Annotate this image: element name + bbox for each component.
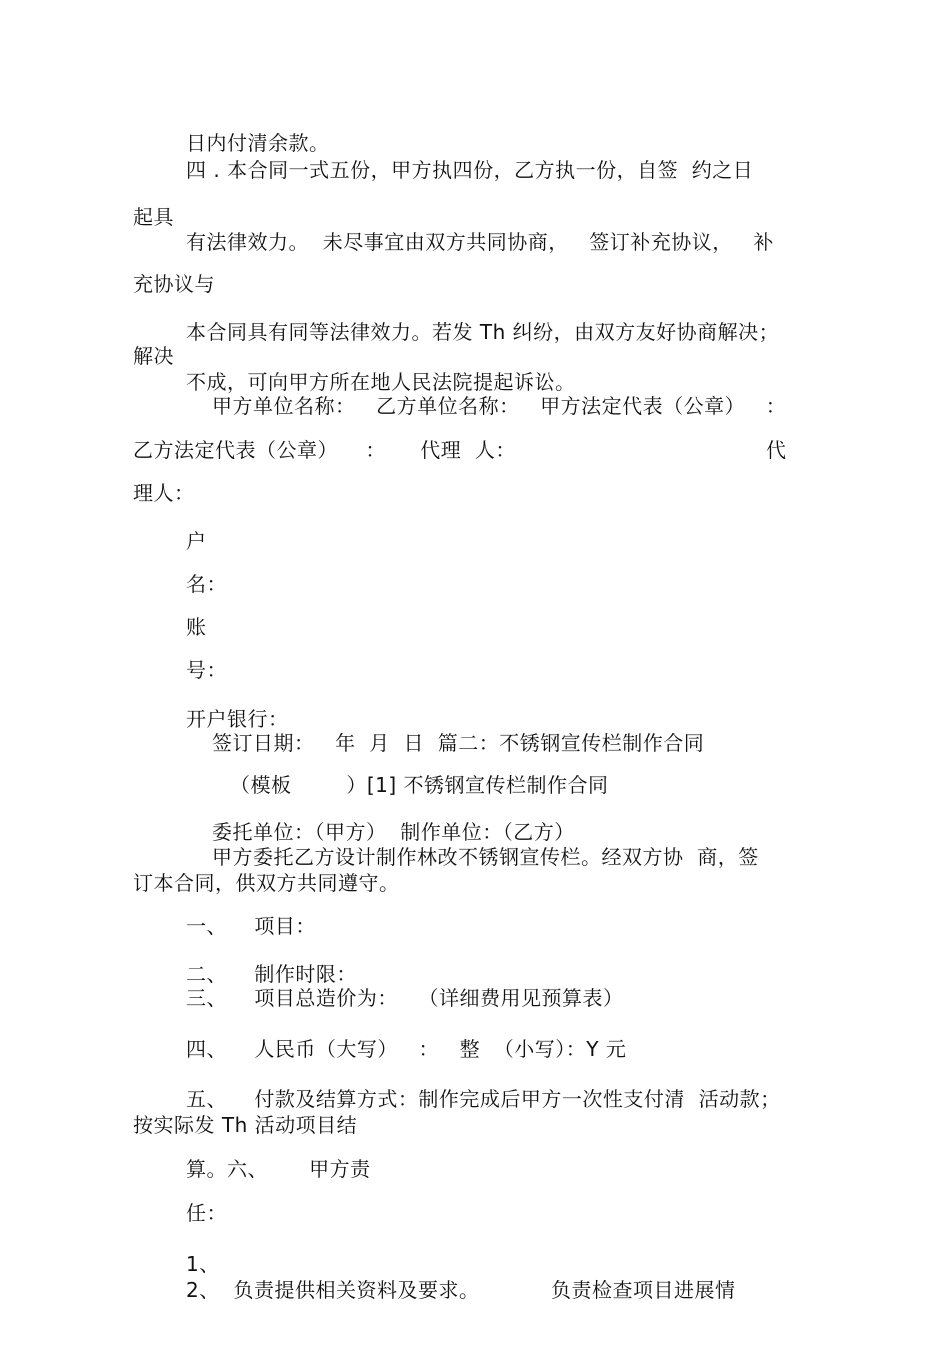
- text-line: 起具: [133, 205, 174, 229]
- text-line: 名：: [186, 572, 227, 596]
- text-line: 解决: [133, 344, 174, 368]
- text-line: 乙方法定代表（公章） ： 代理 人：: [133, 438, 516, 462]
- text-line: 户: [186, 529, 207, 553]
- text-line: 负责检查项目进展情: [551, 1278, 736, 1302]
- text-line: 代: [766, 438, 787, 462]
- text-line: 委托单位：（甲方） 制作单位：（乙方）: [212, 820, 575, 844]
- text-line: 充协议与: [133, 272, 215, 296]
- text-line: 一、 项目：: [186, 914, 316, 938]
- text-line: 甲方委托乙方设计制作林改不锈钢宣传栏。经双方协 商，签: [212, 845, 759, 869]
- text-line: 按实际发 Th 活动项目结: [133, 1113, 358, 1137]
- text-line: 三、 项目总造价为： （详细费用见预算表）: [186, 986, 624, 1010]
- text-line: 签订日期： 年 月 日 篇二：不锈钢宣传栏制作合同: [212, 731, 705, 755]
- text-line: （模板 ）[1] 不锈钢宣传栏制作合同: [230, 773, 609, 797]
- text-line: 甲方单位名称： 乙方单位名称： 甲方法定代表（公章） ：: [212, 394, 787, 418]
- text-line: 四、 人民币（大写） ： 整 （小写）：Y 元: [186, 1037, 627, 1061]
- text-line: 号：: [186, 658, 227, 682]
- text-line: 理人：: [133, 481, 195, 505]
- text-line: 有法律效力。 未尽事宜由双方共同协商， 签订补充协议， 补: [186, 230, 774, 254]
- text-line: 账: [186, 615, 207, 639]
- text-line: 日内付清余款。: [186, 131, 330, 155]
- text-line: 订本合同，供双方共同遵守。: [133, 871, 400, 895]
- text-line: 2、 负责提供相关资料及要求。: [186, 1278, 480, 1302]
- text-line: 任：: [186, 1201, 227, 1225]
- text-line: 开户银行：: [186, 707, 289, 731]
- text-line: 四 . 本合同一式五份，甲方执四份，乙方执一份，自签 约之日: [186, 158, 754, 182]
- text-line: 算。六、 甲方责: [186, 1157, 371, 1181]
- text-line: 二、 制作时限：: [186, 962, 357, 986]
- text-line: 五、 付款及结算方式：制作完成后甲方一次性支付清 活动款；: [186, 1087, 781, 1111]
- text-line: 不成，可向甲方所在地人民法院提起诉讼。: [186, 370, 576, 394]
- text-line: 本合同具有同等法律效力。若发 Th 纠纷，由双方友好协商解决；: [186, 320, 780, 344]
- text-line: 1、: [186, 1252, 220, 1276]
